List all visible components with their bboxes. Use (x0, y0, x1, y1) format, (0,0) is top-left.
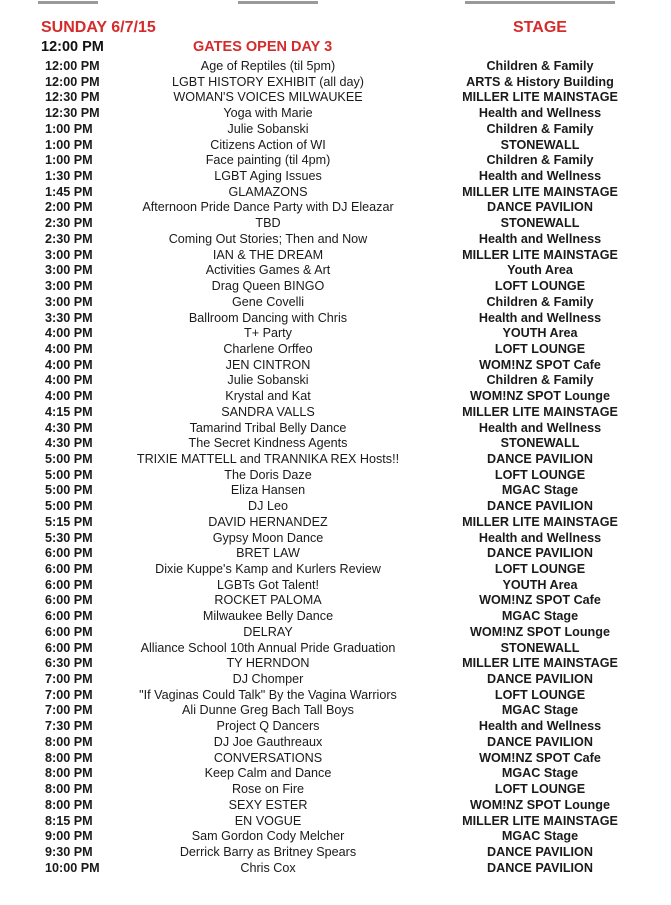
schedule-row (0, 735, 671, 751)
schedule-event: Keep Calm and Dance (204, 766, 332, 781)
schedule-event: Milwaukee Belly Dance (202, 609, 334, 624)
schedule-time: 6:00 PM (45, 593, 93, 608)
schedule-row (0, 499, 671, 515)
schedule-event: GLAMAZONS (228, 184, 308, 199)
schedule-time: 2:30 PM (45, 216, 93, 231)
schedule-time: 8:00 PM (45, 750, 93, 765)
schedule-row (0, 405, 671, 421)
schedule-row (0, 861, 671, 877)
schedule-row (0, 200, 671, 216)
schedule-row (0, 326, 671, 342)
schedule-event: CONVERSATIONS (213, 750, 323, 765)
schedule-row (0, 845, 671, 861)
schedule-time: 6:00 PM (45, 640, 93, 655)
schedule-time: 1:00 PM (45, 121, 93, 136)
schedule-stage: Children & Family (486, 294, 594, 309)
schedule-stage: Children & Family (486, 153, 594, 168)
schedule-stage: WOM!NZ SPOT Lounge (470, 389, 610, 404)
schedule-time: 3:00 PM (45, 294, 93, 309)
schedule-event: Yoga with Marie (223, 106, 313, 121)
schedule-time: 7:00 PM (45, 687, 93, 702)
schedule-stage: STONEWALL (500, 640, 580, 655)
schedule-time: 3:00 PM (45, 263, 93, 278)
schedule-stage: DANCE PAVILION (487, 499, 593, 514)
schedule-row (0, 342, 671, 358)
schedule-time: 3:30 PM (45, 310, 93, 325)
schedule-stage: MILLER LITE MAINSTAGE (462, 404, 618, 419)
schedule-time: 10:00 PM (45, 860, 100, 875)
schedule-row (0, 751, 671, 767)
schedule-time: 5:15 PM (45, 514, 93, 529)
schedule-row (0, 389, 671, 405)
schedule-row (0, 672, 671, 688)
schedule-event: The Secret Kindness Agents (188, 436, 348, 451)
schedule-stage: Health and Wellness (478, 169, 602, 184)
schedule-event: "If Vaginas Could Talk" By the Vagina Warriors (139, 687, 397, 702)
schedule-row (0, 656, 671, 672)
schedule-stage: STONEWALL (500, 137, 580, 152)
schedule-event: Age of Reptiles (til 5pm) (200, 59, 336, 73)
schedule-row (0, 766, 671, 782)
schedule-time: 4:00 PM (45, 389, 93, 404)
schedule-list (0, 59, 671, 876)
schedule-stage: STONEWALL (500, 216, 580, 231)
schedule-event: The Doris Daze (224, 467, 312, 482)
schedule-event: TRIXIE MATTELL and TRANNIKA REX Hosts!! (136, 451, 400, 466)
schedule-event: Face painting (til 4pm) (205, 153, 331, 168)
schedule-row (0, 531, 671, 547)
schedule-stage: MGAC Stage (501, 829, 579, 844)
schedule-stage: WOM!NZ SPOT Lounge (470, 624, 610, 639)
schedule-event: T+ Party (244, 326, 292, 341)
schedule-time: 5:30 PM (45, 530, 93, 545)
schedule-row (0, 169, 671, 185)
schedule-stage: Children & Family (486, 121, 594, 136)
schedule-row (0, 483, 671, 499)
schedule-time: 2:30 PM (45, 231, 93, 246)
schedule-row (0, 578, 671, 594)
schedule-time: 9:00 PM (45, 829, 93, 844)
schedule-event: Activities Games & Art (205, 263, 331, 278)
stage-column-heading: STAGE (513, 19, 567, 36)
schedule-event: Rose on Fire (231, 782, 305, 797)
schedule-row (0, 59, 671, 75)
schedule-event: Julie Sobanski (227, 373, 309, 388)
schedule-row (0, 185, 671, 201)
schedule-event: EN VOGUE (234, 813, 302, 828)
schedule-stage: LOFT LOUNGE (494, 341, 586, 356)
schedule-event: WOMAN'S VOICES MILWAUKEE (173, 90, 363, 105)
schedule-event: Sam Gordon Cody Melcher (191, 829, 345, 844)
schedule-stage: YOUTH Area (502, 326, 578, 341)
schedule-row (0, 436, 671, 452)
schedule-time: 8:00 PM (45, 797, 93, 812)
schedule-time: 6:00 PM (45, 609, 93, 624)
schedule-time: 8:15 PM (45, 813, 93, 828)
schedule-stage: Health and Wellness (478, 530, 602, 545)
schedule-time: 6:00 PM (45, 562, 93, 576)
schedule-stage: DANCE PAVILION (487, 844, 593, 859)
schedule-stage: ARTS & History Building (466, 74, 614, 89)
schedule-time: 5:00 PM (45, 499, 93, 514)
schedule-row (0, 311, 671, 327)
schedule-stage: MILLER LITE MAINSTAGE (462, 90, 618, 105)
schedule-row (0, 138, 671, 154)
schedule-event: Coming Out Stories; Then and Now (168, 231, 368, 246)
schedule-time: 6:00 PM (45, 624, 93, 639)
schedule-time: 12:30 PM (45, 106, 100, 121)
schedule-event: Tamarind Tribal Belly Dance (189, 420, 347, 435)
schedule-event: BRET LAW (236, 546, 300, 561)
schedule-row (0, 625, 671, 641)
schedule-stage: LOFT LOUNGE (494, 467, 586, 482)
schedule-stage: DANCE PAVILION (487, 672, 593, 687)
schedule-time: 4:30 PM (45, 420, 93, 435)
schedule-stage: DANCE PAVILION (487, 860, 593, 875)
schedule-stage: MILLER LITE MAINSTAGE (462, 247, 618, 262)
schedule-row (0, 216, 671, 232)
schedule-row (0, 829, 671, 845)
schedule-time: 6:00 PM (45, 546, 93, 561)
schedule-time: 1:30 PM (45, 169, 93, 184)
schedule-stage: DANCE PAVILION (487, 546, 593, 561)
schedule-row (0, 688, 671, 704)
schedule-event: Afternoon Pride Dance Party with DJ Eleazar (142, 200, 394, 215)
schedule-row (0, 295, 671, 311)
schedule-event: Dixie Kuppe's Kamp and Kurlers Review (155, 562, 381, 576)
schedule-row (0, 782, 671, 798)
schedule-time: 1:00 PM (45, 137, 93, 152)
schedule-stage: Children & Family (486, 59, 594, 73)
schedule-row (0, 814, 671, 830)
schedule-row (0, 452, 671, 468)
schedule-stage: WOM!NZ SPOT Cafe (479, 357, 601, 372)
schedule-event: Drag Queen BINGO (211, 279, 325, 294)
schedule-row (0, 421, 671, 437)
schedule-stage: MGAC Stage (501, 483, 579, 498)
schedule-stage: Children & Family (486, 373, 594, 388)
schedule-time: 3:00 PM (45, 279, 93, 294)
schedule-stage: MILLER LITE MAINSTAGE (462, 656, 618, 671)
cropped-text-fragment (238, 0, 318, 5)
schedule-stage: MGAC Stage (501, 703, 579, 718)
schedule-stage: LOFT LOUNGE (494, 782, 586, 797)
schedule-row (0, 593, 671, 609)
schedule-event: Derrick Barry as Britney Spears (179, 844, 357, 859)
schedule-event: DJ Joe Gauthreaux (213, 734, 323, 749)
schedule-time: 7:30 PM (45, 719, 93, 734)
schedule-row (0, 546, 671, 562)
schedule-row (0, 641, 671, 657)
schedule-stage: MGAC Stage (501, 609, 579, 624)
schedule-time: 7:00 PM (45, 672, 93, 687)
schedule-time: 1:00 PM (45, 153, 93, 168)
schedule-stage: DANCE PAVILION (487, 451, 593, 466)
schedule-time: 4:00 PM (45, 357, 93, 372)
schedule-stage: Health and Wellness (478, 310, 602, 325)
schedule-time: 8:00 PM (45, 766, 93, 781)
schedule-event: Citizens Action of WI (210, 137, 326, 152)
schedule-event: DJ Leo (248, 499, 288, 514)
schedule-stage: MGAC Stage (501, 766, 579, 781)
schedule-time: 1:45 PM (45, 184, 93, 199)
schedule-row (0, 373, 671, 389)
schedule-stage: MILLER LITE MAINSTAGE (462, 184, 618, 199)
schedule-stage: DANCE PAVILION (487, 734, 593, 749)
schedule-row (0, 719, 671, 735)
schedule-row (0, 122, 671, 138)
schedule-event: IAN & THE DREAM (212, 247, 324, 262)
gates-open-time: 12:00 PM (41, 39, 104, 55)
schedule-event: Charlene Orffeo (223, 341, 313, 356)
schedule-row (0, 279, 671, 295)
schedule-time: 8:00 PM (45, 734, 93, 749)
schedule-stage: Health and Wellness (478, 719, 602, 734)
schedule-event: SANDRA VALLS (221, 404, 315, 419)
schedule-stage: Health and Wellness (478, 420, 602, 435)
schedule-row (0, 798, 671, 814)
schedule-row (0, 515, 671, 531)
schedule-time: 4:15 PM (45, 404, 93, 419)
schedule-time: 4:00 PM (45, 326, 93, 341)
schedule-time: 12:30 PM (45, 90, 100, 105)
schedule-time: 5:00 PM (45, 467, 93, 482)
schedule-event: Ballroom Dancing with Chris (188, 310, 348, 325)
schedule-event: Project Q Dancers (216, 719, 320, 734)
schedule-row (0, 232, 671, 248)
schedule-time: 6:00 PM (45, 577, 93, 592)
schedule-event: Krystal and Kat (225, 389, 311, 404)
schedule-event: DJ Chomper (232, 672, 304, 687)
schedule-event: Julie Sobanski (227, 121, 309, 136)
schedule-time: 4:30 PM (45, 436, 93, 451)
schedule-event: JEN CINTRON (225, 357, 311, 372)
gates-open-label: GATES OPEN DAY 3 (193, 39, 333, 55)
schedule-event: TY HERNDON (226, 656, 310, 671)
schedule-event: Eliza Hansen (230, 483, 306, 498)
schedule-time: 7:00 PM (45, 703, 93, 718)
schedule-stage: WOM!NZ SPOT Cafe (479, 593, 601, 608)
schedule-event: SEXY ESTER (228, 797, 308, 812)
schedule-time: 12:00 PM (45, 74, 100, 89)
schedule-time: 9:30 PM (45, 844, 93, 859)
schedule-row (0, 75, 671, 91)
schedule-event: Ali Dunne Greg Bach Tall Boys (182, 703, 354, 718)
schedule-stage: WOM!NZ SPOT Cafe (479, 750, 601, 765)
schedule-stage: MILLER LITE MAINSTAGE (462, 813, 618, 828)
schedule-event: Alliance School 10th Annual Pride Graduation (140, 640, 396, 655)
schedule-row (0, 562, 671, 578)
schedule-event: ROCKET PALOMA (214, 593, 322, 608)
schedule-row (0, 263, 671, 279)
schedule-row (0, 703, 671, 719)
cropped-text-fragment (465, 0, 615, 5)
schedule-stage: Youth Area (507, 263, 573, 278)
schedule-time: 8:00 PM (45, 782, 93, 797)
schedule-stage: Health and Wellness (478, 106, 602, 121)
schedule-stage: Health and Wellness (478, 231, 602, 246)
day-heading: SUNDAY 6/7/15 (41, 19, 156, 36)
schedule-time: 6:30 PM (45, 656, 93, 671)
schedule-row (0, 90, 671, 106)
schedule-time: 3:00 PM (45, 247, 93, 262)
schedule-stage: STONEWALL (500, 436, 580, 451)
schedule-time: 5:00 PM (45, 483, 93, 498)
schedule-stage: MILLER LITE MAINSTAGE (462, 514, 618, 529)
schedule-stage: LOFT LOUNGE (494, 687, 586, 702)
schedule-stage: WOM!NZ SPOT Lounge (470, 797, 610, 812)
schedule-row (0, 609, 671, 625)
schedule-stage: DANCE PAVILION (487, 200, 593, 215)
schedule-event: Gene Covelli (231, 294, 305, 309)
schedule-event: LGBT HISTORY EXHIBIT (all day) (171, 74, 365, 89)
schedule-event: Chris Cox (240, 860, 296, 875)
schedule-stage: LOFT LOUNGE (494, 279, 586, 294)
schedule-row (0, 358, 671, 374)
schedule-event: Gypsy Moon Dance (212, 530, 324, 545)
schedule-time: 12:00 PM (45, 59, 100, 73)
schedule-event: LGBTs Got Talent! (217, 577, 319, 592)
schedule-time: 5:00 PM (45, 451, 93, 466)
schedule-stage: LOFT LOUNGE (494, 562, 586, 576)
schedule-time: 4:00 PM (45, 341, 93, 356)
cropped-text-fragment (38, 0, 98, 5)
schedule-time: 2:00 PM (45, 200, 93, 215)
schedule-event: DAVID HERNANDEZ (208, 514, 328, 529)
schedule-time: 4:00 PM (45, 373, 93, 388)
schedule-stage: YOUTH Area (502, 577, 578, 592)
schedule-row (0, 468, 671, 484)
schedule-event: TBD (255, 216, 281, 231)
schedule-event: LGBT Aging Issues (214, 169, 322, 184)
schedule-row (0, 248, 671, 264)
schedule-event: DELRAY (243, 624, 293, 639)
schedule-row (0, 153, 671, 169)
schedule-row (0, 106, 671, 122)
